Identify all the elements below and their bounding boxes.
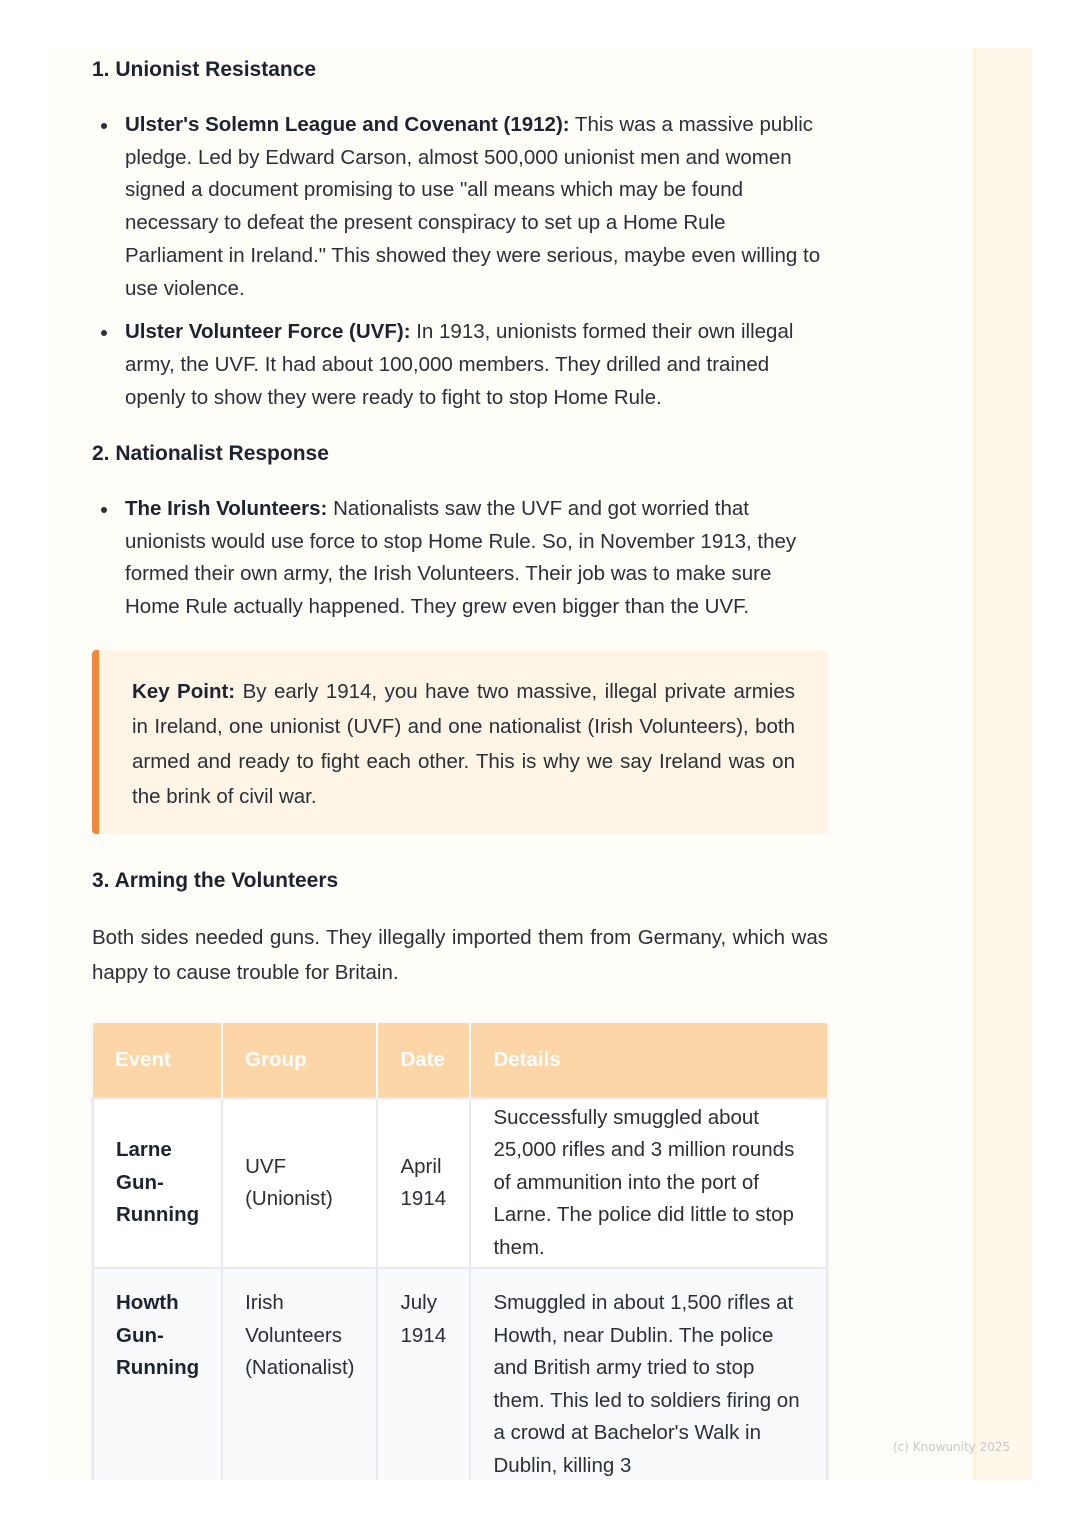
unionist-list	[92, 109, 828, 414]
item-text: In 1913, unionists formed their own illegal army, the UVF. It had about 100,000 members. They drilled and trained openly to show they were ready to fight to stop Home Rule.	[125, 320, 794, 409]
column-header-date: Date	[377, 1023, 470, 1098]
table-header-row	[93, 1023, 827, 1098]
table-row	[93, 1268, 827, 1480]
section-heading-unionist: 1. Unionist Resistance	[92, 58, 317, 81]
key-point-label: Key Point:	[132, 680, 236, 703]
section-heading-arming: 3. Arming the Volunteers	[92, 869, 339, 892]
side-margin-strip	[973, 48, 1032, 1480]
copyright-watermark: (c) Knowunity 2025	[893, 1440, 1011, 1454]
column-header-group: Group	[222, 1023, 377, 1098]
arming-intro: Both sides needed guns. They illegally imported them from Germany, which was happy to cause trouble for Britain.	[92, 926, 828, 984]
list-item-irish-volunteers	[92, 493, 828, 624]
nationalist-list	[92, 493, 828, 624]
document-page	[48, 48, 1032, 1480]
cell-date: April 1914	[377, 1098, 470, 1268]
key-point-callout	[92, 650, 828, 834]
gun-running-table	[92, 1023, 828, 1480]
item-text: Nationalists saw the UVF and got worried that unionists would use force to stop Home Rule. So, in November 1913, they formed their own army, the Irish Volunteers. Their job was to make sure Home Rule actually happened. They grew even bigger than the UVF.	[125, 497, 797, 619]
cell-details: Smuggled in about 1,500 rifles at Howth, near Dublin. The police and British army tried to stop them. This led to soldiers firing on a crowd at Bachelor's Walk in Dublin, killing 3	[470, 1268, 827, 1480]
item-title: Ulster Volunteer Force (UVF):	[125, 320, 411, 344]
item-title: The Irish Volunteers:	[125, 497, 328, 520]
list-item-covenant	[92, 109, 828, 305]
cell-date: July 1914	[377, 1268, 470, 1480]
section-heading-nationalist: 2. Nationalist Response	[92, 442, 329, 465]
list-item-uvf	[92, 316, 828, 414]
item-title: Ulster's Solemn League and Covenant (1912):	[125, 113, 570, 136]
column-header-event: Event	[93, 1023, 222, 1098]
cell-group: Irish Volunteers (Nationalist)	[222, 1268, 377, 1480]
item-text: This was a massive public pledge. Led by Edward Carson, almost 500,000 unionist men and women signed a document promising to use "all means which may be found necessary to defeat the present conspiracy to set up a Home Rule Parliament in Ireland." This showed they were serious, maybe even willing to use violence.	[125, 113, 821, 300]
cell-details: Successfully smuggled about 25,000 rifles and 3 million rounds of ammunition into the port of Larne. The police did little to stop them.	[470, 1098, 827, 1268]
column-header-details: Details	[470, 1023, 827, 1098]
cell-group: UVF (Unionist)	[222, 1098, 377, 1268]
table-row	[93, 1098, 827, 1268]
cell-event: Larne Gun-Running	[93, 1098, 222, 1268]
key-point-text: By early 1914, you have two massive, illegal private armies in Ireland, one unionist (UVF) and one nationalist (Irish Volunteers), both armed and ready to fight each other. This is why we say Ireland was on the brink of civil war.	[132, 680, 795, 808]
cell-event: Howth Gun-Running	[93, 1268, 222, 1480]
